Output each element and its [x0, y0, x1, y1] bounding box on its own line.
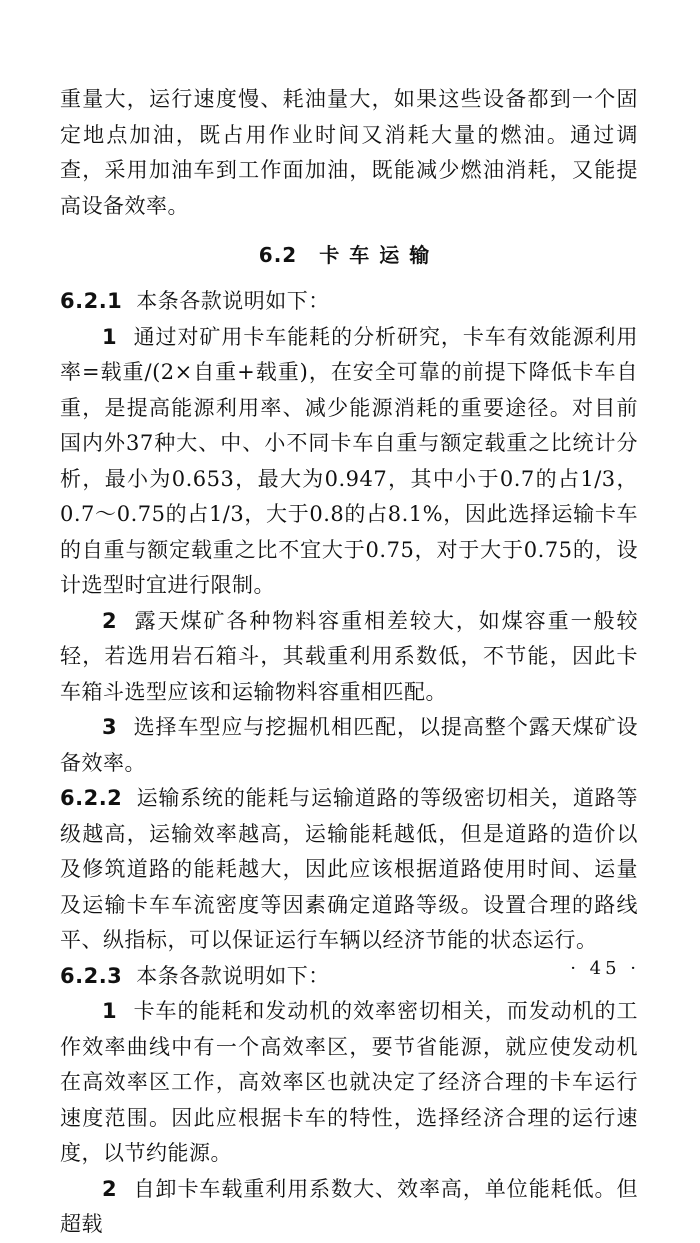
- clause-6-2-1-item-2: [60, 604, 638, 711]
- clause-6-2-3-item-1: [60, 994, 638, 1172]
- item-text: 选择车型应与挖掘机相匹配，以提高整个露天煤矿设备效率。: [60, 715, 638, 775]
- clause-number: 6.2.2: [60, 786, 123, 810]
- clause-text: 运输系统的能耗与运输道路的等级密切相关，道路等级越高，运输效率越高，运输能耗越低，但是道路的造价以及修筑道路的能耗越大，因此应该根据道路使用时间、运量及运输卡车车流密度等因素确定道路等级。设置合理的路线平、纵指标，可以保证运行车辆以经济节能的状态运行。: [60, 786, 638, 952]
- clause-6-2-1-item-1: [60, 320, 638, 604]
- clause-6-2-3-item-2: [60, 1172, 638, 1243]
- clause-number: 6.2.1: [60, 289, 123, 313]
- item-text: 卡车的能耗和发动机的效率密切相关，而发动机的工作效率曲线中有一个高效率区，要节省能源，就应使发动机在高效率区工作，高效率区也就决定了经济合理的卡车运行速度范围。因此应根据卡车的特性，选择经济合理的运行速度，以节约能源。: [60, 999, 638, 1165]
- clause-text: 本条各款说明如下：: [136, 963, 330, 988]
- item-number: 2: [102, 1176, 118, 1201]
- clause-6-2-1: [60, 284, 638, 320]
- item-number: 2: [102, 608, 118, 633]
- item-text: 通过对矿用卡车能耗的分析研究，卡车有效能源利用率=载重/(2×自重+载重)，在安全可靠的前提下降低卡车自重，是提高能源利用率、减少能源消耗的重要途径。对目前国内外37种大、中、小不同卡车自重与额定载重之比统计分析，最小为0.653，最大为0.947，其中小于0.7的占1/3，0.7～0.75的占1/3，大于0.8的占8.1%，因此选择运输卡车的自重与额定载重之比不宜大于0.75，对于大于0.75的，设计选型时宜进行限制。: [60, 324, 638, 597]
- clause-text: 本条各款说明如下：: [136, 289, 330, 313]
- item-number: 3: [102, 715, 118, 739]
- item-text: 自卸卡车载重利用系数大、效率高，单位能耗低。但超载: [60, 1176, 638, 1236]
- section-heading: [60, 240, 638, 270]
- clause-6-2-2: [60, 781, 638, 959]
- clause-6-2-1-item-3: [60, 710, 638, 781]
- item-number: 1: [102, 999, 118, 1023]
- section-title: 卡车运输: [319, 243, 440, 267]
- item-number: 1: [102, 324, 118, 349]
- document-page: [60, 82, 638, 1243]
- item-text: 露天煤矿各种物料容重相差较大，如煤容重一般较轻，若选用岩石箱斗，其载重利用系数低，不节能，因此卡车箱斗选型应该和运输物料容重相匹配。: [60, 608, 638, 704]
- clause-number: 6.2.3: [60, 963, 123, 988]
- clause-6-2-3: [60, 959, 638, 995]
- section-number: 6.2: [258, 243, 298, 267]
- page-number: · 45 ·: [570, 958, 640, 979]
- intro-paragraph: 重量大，运行速度慢、耗油量大，如果这些设备都到一个固定地点加油，既占用作业时间又消耗大量的燃油。通过调查，采用加油车到工作面加油，既能减少燃油消耗，又能提高设备效率。: [60, 87, 638, 218]
